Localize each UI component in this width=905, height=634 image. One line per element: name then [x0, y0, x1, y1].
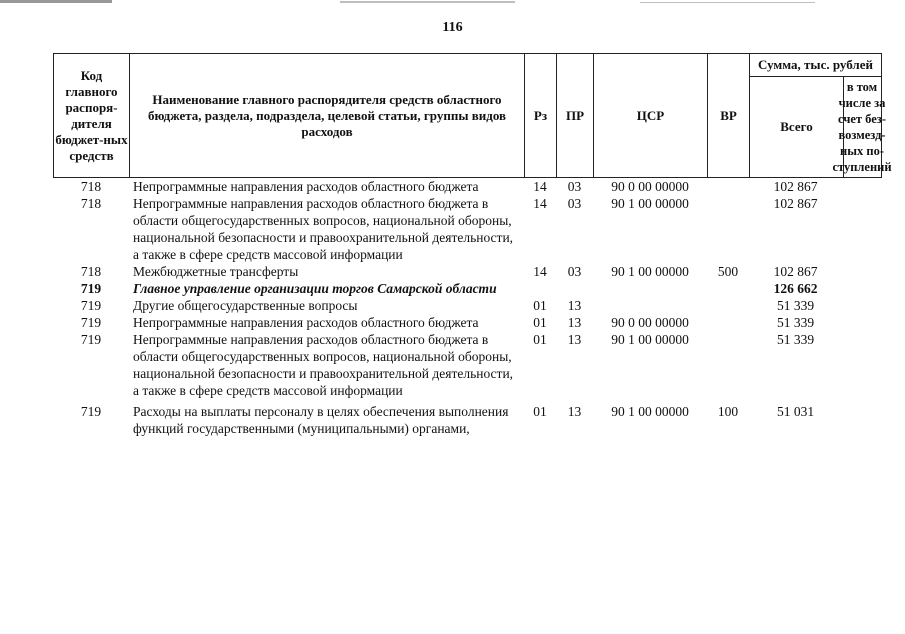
cell-kod: 718 — [80, 179, 102, 194]
cell-rz: 14 — [533, 264, 547, 279]
cell-name: Непрограммные направления расходов областного бюджета в области общегосударственных вопросов, национальной обороны, национальной безопасности и правоохранительной деятельности, а также в сфере средств массовой информации — [133, 196, 514, 262]
cell-vr — [707, 297, 749, 314]
cell-total: 126 662 — [773, 281, 818, 296]
cell-rz — [524, 280, 556, 297]
cell-pr: 03 — [567, 264, 582, 279]
cell-pr: 03 — [567, 196, 582, 211]
table-body — [53, 178, 882, 437]
cell-rz: 01 — [533, 315, 547, 330]
cell-pr: 13 — [567, 315, 582, 330]
cell-vr — [707, 314, 749, 331]
cell-kod: 719 — [80, 298, 102, 313]
cell-pr — [556, 280, 593, 297]
header-kod: Код главного распоря-дителя бюджет-ных средств — [54, 54, 130, 177]
cell-kod: 719 — [80, 332, 102, 347]
table-header — [53, 53, 892, 178]
cell-rz: 14 — [533, 179, 547, 194]
table-row — [53, 280, 882, 297]
table-row — [53, 297, 882, 314]
table-row — [53, 195, 882, 263]
table-row — [53, 403, 882, 437]
cell-kod: 718 — [80, 196, 102, 211]
cell-rz: 01 — [533, 332, 547, 347]
cell-kod: 718 — [80, 264, 102, 279]
cell-free — [842, 178, 882, 195]
cell-vr — [707, 195, 749, 263]
cell-csr — [593, 297, 707, 314]
cell-name: Непрограммные направления расходов областного бюджета — [133, 315, 479, 330]
cell-name: Главное управление организации торгов Самарской области — [133, 281, 497, 296]
cell-csr: 90 1 00 00000 — [611, 404, 689, 419]
cell-total: 102 867 — [773, 264, 818, 279]
cell-pr: 03 — [567, 179, 582, 194]
cell-pr: 13 — [567, 332, 582, 347]
cell-rz: 14 — [533, 196, 547, 211]
cell-kod: 719 — [80, 315, 102, 330]
cell-rz: 01 — [533, 298, 547, 313]
page-number: 116 — [442, 20, 463, 35]
cell-name: Межбюджетные трансферты — [133, 264, 299, 279]
cell-vr — [707, 331, 749, 399]
cell-total: 102 867 — [773, 196, 818, 211]
cell-vr — [707, 280, 749, 297]
header-sum: Сумма, тыс. рублей — [750, 54, 881, 77]
cell-free — [842, 280, 882, 297]
cell-total: 51 339 — [776, 315, 815, 330]
header-vr: ВР — [708, 54, 750, 177]
header-total: Всего — [750, 76, 844, 177]
table-row — [53, 263, 882, 280]
cell-total: 51 339 — [776, 298, 815, 313]
budget-table — [53, 53, 892, 437]
cell-total: 51 031 — [776, 404, 815, 419]
cell-total: 102 867 — [773, 179, 818, 194]
cell-pr: 13 — [567, 298, 582, 313]
cell-name: Расходы на выплаты персоналу в целях обеспечения выполнения функций государственными (муниципальными) органами, — [133, 404, 509, 436]
cell-pr: 13 — [567, 404, 582, 419]
cell-vr: 500 — [717, 264, 739, 279]
cell-kod: 719 — [80, 404, 102, 419]
cell-free — [842, 314, 882, 331]
cell-csr: 90 1 00 00000 — [611, 332, 689, 347]
cell-free — [842, 403, 882, 437]
cell-free — [842, 195, 882, 263]
header-pr: ПР — [557, 54, 594, 177]
cell-csr: 90 1 00 00000 — [611, 196, 689, 211]
header-rz: Рз — [525, 54, 557, 177]
cell-vr — [707, 178, 749, 195]
cell-total: 51 339 — [776, 332, 815, 347]
header-csr: ЦСР — [594, 54, 708, 177]
cell-csr: 90 1 00 00000 — [611, 264, 689, 279]
cell-name: Другие общегосударственные вопросы — [133, 298, 358, 313]
cell-free — [842, 263, 882, 280]
cell-name: Непрограммные направления расходов областного бюджета в области общегосударственных вопросов, национальной обороны, национальной безопасности и правоохранительной деятельности, а также в сфере средств массовой информации — [133, 332, 514, 398]
cell-kod: 719 — [80, 281, 102, 296]
cell-csr — [593, 280, 707, 297]
cell-csr: 90 0 00 00000 — [611, 179, 689, 194]
header-free: в том числе за счет без-возмезд-ных по-ступлений — [832, 79, 892, 174]
scan-artifact-top-mid — [340, 1, 515, 3]
cell-rz: 01 — [533, 404, 547, 419]
cell-name: Непрограммные направления расходов областного бюджета — [133, 179, 479, 194]
cell-csr: 90 0 00 00000 — [611, 315, 689, 330]
table-row — [53, 314, 882, 331]
scan-artifact-top-left — [0, 0, 112, 3]
cell-vr: 100 — [717, 404, 739, 419]
header-name: Наименование главного распорядителя средств областного бюджета, раздела, подраздела, целевой статьи, группы видов расходов — [130, 54, 525, 177]
scan-artifact-top-right — [640, 2, 815, 3]
cell-free — [842, 331, 882, 399]
table-row — [53, 178, 882, 195]
cell-free — [842, 297, 882, 314]
table-row — [53, 331, 882, 399]
